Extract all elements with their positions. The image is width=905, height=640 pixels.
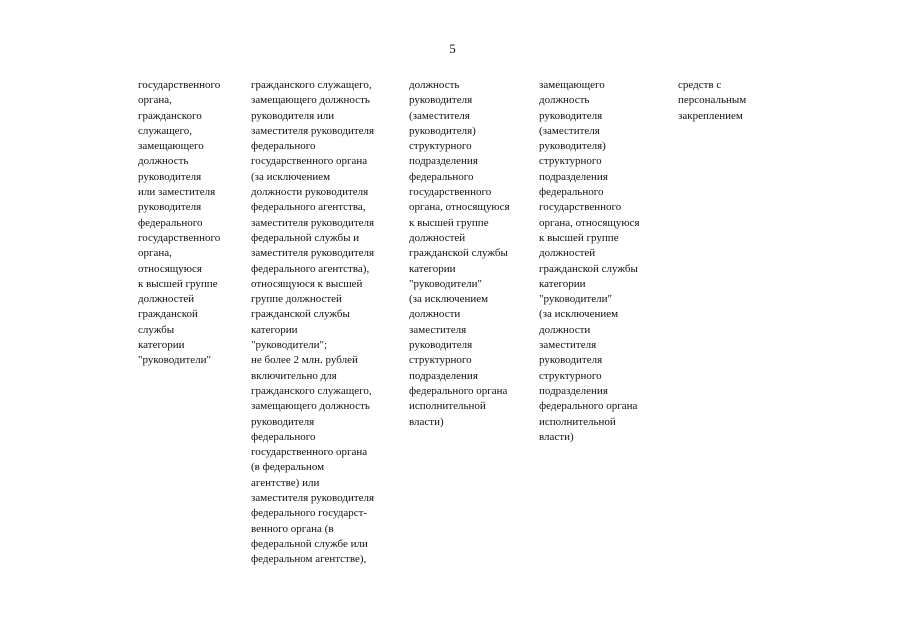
cell-text-line: федерального bbox=[409, 170, 474, 183]
cell-text-line: подразделения bbox=[409, 369, 478, 382]
cell-text-line: руководителя bbox=[138, 201, 202, 214]
cell-text-line: структурного bbox=[539, 369, 602, 382]
cell-text-line: заместителя руководителя bbox=[251, 124, 375, 137]
cell-text-line: категории bbox=[251, 323, 298, 336]
cell-text-line: венного органа (в bbox=[251, 522, 334, 535]
cell-text-line: должностей bbox=[539, 247, 596, 260]
cell-text-line: заместителя руководителя bbox=[251, 216, 375, 229]
cell-text-line: органа, bbox=[138, 94, 172, 107]
cell-text-line: подразделения bbox=[539, 384, 608, 397]
cell-text-line: замещающего должность bbox=[251, 400, 370, 413]
cell-text-line: агентстве) или bbox=[251, 476, 320, 489]
cell-text-line: федерального органа bbox=[409, 384, 508, 397]
cell-text-line: федерального bbox=[251, 140, 316, 153]
cell-text-line: "руководители" bbox=[409, 277, 482, 290]
cell-text-line: "руководители"; bbox=[251, 339, 328, 352]
cell-text-line: должность bbox=[539, 94, 590, 107]
cell-text-line: федерального агентства), bbox=[251, 262, 370, 275]
cell-text-line: относящуюся к высшей bbox=[251, 277, 363, 290]
cell-text-line: руководителя bbox=[539, 109, 603, 122]
cell-text-line: гражданской bbox=[138, 308, 198, 321]
cell-text-line: к высшей группе bbox=[539, 231, 619, 244]
cell-text-line: гражданской службы bbox=[409, 247, 508, 260]
cell-text-line: власти) bbox=[409, 415, 444, 428]
cell-text-line: руководителя bbox=[409, 94, 473, 107]
table-column-5 bbox=[678, 78, 746, 124]
cell-text-line: (заместителя bbox=[539, 124, 600, 137]
cell-text-line: руководителя bbox=[539, 354, 603, 367]
cell-text-line: государственного bbox=[138, 231, 221, 244]
cell-text-line: исполнительной bbox=[539, 415, 616, 428]
cell-text-line: категории bbox=[138, 339, 185, 352]
cell-text-line: заместителя bbox=[539, 339, 597, 352]
cell-text-line: (за исключением bbox=[409, 293, 489, 306]
cell-text-line: служащего, bbox=[138, 124, 193, 137]
cell-text-line: руководителя) bbox=[409, 124, 476, 137]
cell-text-line: федерального государст- bbox=[251, 507, 368, 520]
cell-text-line: к высшей группе bbox=[138, 277, 218, 290]
cell-text-line: замещающего bbox=[539, 79, 605, 91]
cell-text-line: средств с bbox=[678, 79, 722, 91]
cell-text-line: включительно для bbox=[251, 369, 337, 382]
cell-text-line: "руководители" bbox=[539, 293, 612, 306]
table-column-2 bbox=[251, 78, 374, 568]
cell-text-line: категории bbox=[539, 277, 586, 290]
cell-text-line: федеральной службы и bbox=[251, 231, 360, 244]
cell-text-line: руководителя или bbox=[251, 109, 335, 122]
cell-text-line: (заместителя bbox=[409, 109, 470, 122]
cell-text-line: подразделения bbox=[539, 170, 608, 183]
cell-text-line: гражданской службы bbox=[251, 308, 350, 321]
cell-text-line: должность bbox=[409, 79, 460, 91]
cell-text-line: государственного органа bbox=[251, 155, 368, 168]
cell-text-line: руководителя) bbox=[539, 140, 606, 153]
cell-text-line: должность bbox=[138, 155, 189, 168]
cell-text-line: (в федеральном bbox=[251, 461, 325, 474]
cell-text-line: (за исключением bbox=[251, 170, 331, 183]
cell-text-line: федеральном агентстве), bbox=[251, 553, 367, 566]
cell-text-line: закреплением bbox=[678, 109, 743, 122]
cell-text-line: группе должностей bbox=[251, 293, 342, 306]
cell-text-line: не более 2 млн. рублей bbox=[251, 354, 358, 367]
cell-text-line: власти) bbox=[539, 430, 574, 443]
cell-text-line: гражданского служащего, bbox=[251, 384, 372, 397]
cell-text-line: категории bbox=[409, 262, 456, 275]
cell-text-line: замещающего bbox=[138, 140, 204, 153]
cell-text-line: гражданского bbox=[138, 109, 202, 122]
cell-text-line: заместителя руководителя bbox=[251, 247, 375, 260]
table-column-4 bbox=[539, 78, 640, 445]
cell-text-line: федерального органа bbox=[539, 400, 638, 413]
table-column-1 bbox=[138, 78, 220, 369]
cell-text-line: должности bbox=[539, 323, 591, 336]
cell-text-line: структурного bbox=[409, 140, 472, 153]
cell-text-line: структурного bbox=[539, 155, 602, 168]
cell-text-line: должностей bbox=[409, 231, 466, 244]
cell-text-line: структурного bbox=[409, 354, 472, 367]
cell-text-line: федеральной службе или bbox=[251, 537, 368, 550]
cell-text-line: государственного bbox=[138, 79, 221, 91]
cell-text-line: органа, bbox=[138, 247, 172, 260]
cell-text-line: службы bbox=[138, 323, 175, 336]
cell-text-line: руководителя bbox=[138, 170, 202, 183]
cell-text-line: гражданской службы bbox=[539, 262, 638, 275]
cell-text-line: должностей bbox=[138, 293, 195, 306]
cell-text-line: федерального bbox=[539, 186, 604, 199]
cell-text-line: подразделения bbox=[409, 155, 478, 168]
cell-text-line: органа, относящуюся bbox=[409, 201, 510, 214]
page-number: 5 bbox=[449, 41, 456, 56]
cell-text-line: органа, относящуюся bbox=[539, 216, 640, 229]
cell-text-line: государственного bbox=[539, 201, 622, 214]
cell-text-line: (за исключением bbox=[539, 308, 619, 321]
cell-text-line: государственного органа bbox=[251, 446, 368, 459]
cell-text-line: руководителя bbox=[409, 339, 473, 352]
cell-text-line: должности bbox=[409, 308, 461, 321]
cell-text-line: персональным bbox=[678, 94, 747, 107]
cell-text-line: государственного bbox=[409, 186, 492, 199]
table-column-3 bbox=[409, 78, 510, 430]
cell-text-line: федерального bbox=[138, 216, 203, 229]
cell-text-line: руководителя bbox=[251, 415, 315, 428]
cell-text-line: заместителя руководителя bbox=[251, 492, 375, 505]
cell-text-line: "руководители" bbox=[138, 354, 211, 367]
cell-text-line: должности руководителя bbox=[251, 186, 369, 199]
cell-text-line: исполнительной bbox=[409, 400, 486, 413]
cell-text-line: или заместителя bbox=[138, 186, 216, 199]
cell-text-line: замещающего должность bbox=[251, 94, 370, 107]
cell-text-line: к высшей группе bbox=[409, 216, 489, 229]
cell-text-line: заместителя bbox=[409, 323, 467, 336]
cell-text-line: относящуюся bbox=[138, 262, 202, 275]
cell-text-line: федерального bbox=[251, 430, 316, 443]
cell-text-line: федерального агентства, bbox=[251, 201, 366, 214]
cell-text-line: гражданского служащего, bbox=[251, 79, 372, 91]
